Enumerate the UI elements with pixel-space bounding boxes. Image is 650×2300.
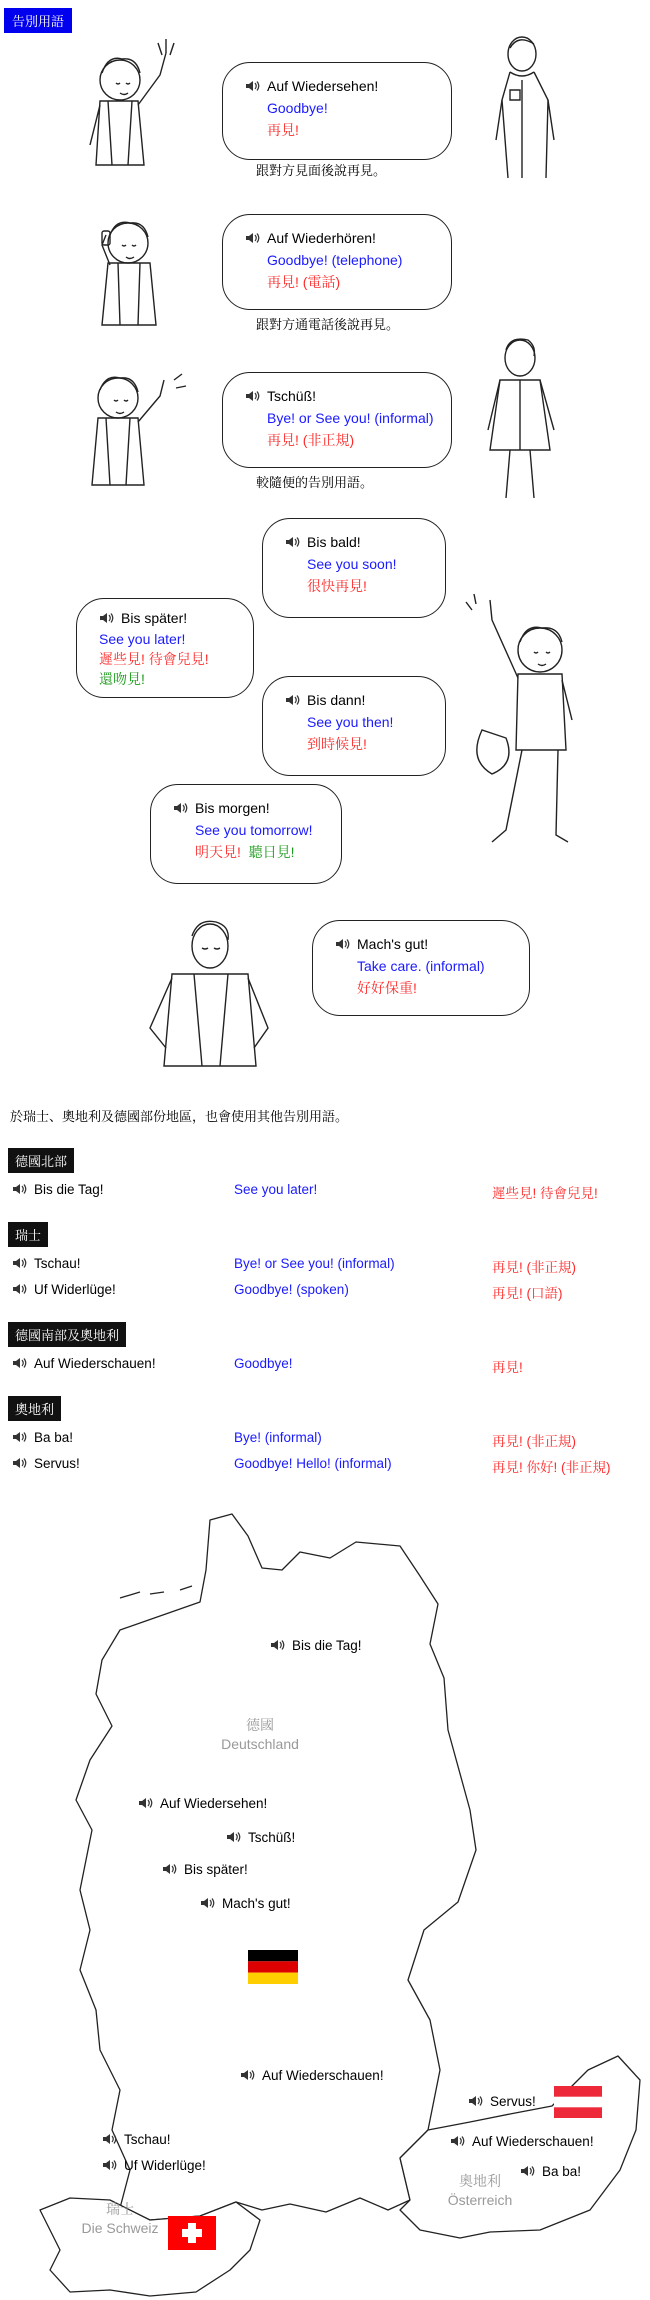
german-phrase: Auf Wiederschauen! [34, 1356, 156, 1371]
country-label-switzerland [60, 2200, 180, 2238]
map-phrase[interactable] [468, 2094, 536, 2109]
audio-auf-wiedersehen[interactable] [245, 75, 433, 97]
english-translation: See you later! [234, 1182, 318, 1197]
english-translation: Bye! (informal) [234, 1430, 322, 1445]
map-phrase[interactable] [138, 1796, 267, 1811]
chinese-translation: 明天見! [195, 844, 241, 860]
german-phrase: Bis die Tag! [34, 1182, 104, 1197]
region-heading: 奧地利 [8, 1396, 61, 1421]
chinese-translation: 遲些見! 待會兒見! [99, 651, 209, 667]
country-name-zh: 瑞士 [106, 2201, 134, 2217]
speech-bubble-2 [222, 214, 452, 310]
page-title: 告別用語 [4, 8, 72, 33]
man-jacket-figure [470, 330, 570, 500]
chinese-translation: 到時候見! [307, 736, 367, 752]
speech-bubble-1 [222, 62, 452, 160]
german-phrase: Bis dann! [307, 692, 366, 708]
german-phrase: Bis bald! [307, 534, 361, 550]
map-phrase[interactable] [240, 2068, 384, 2083]
speech-bubble-8 [312, 920, 530, 1016]
country-name-zh: 奧地利 [459, 2173, 501, 2189]
speaker-icon [99, 612, 115, 624]
german-phrase: Servus! [34, 1456, 80, 1471]
caption: 跟對方通電話後說再見。 [256, 317, 400, 332]
map-phrase-text: Servus! [490, 2094, 536, 2109]
map-phrase-text: Bis später! [184, 1862, 248, 1877]
table-row[interactable] [12, 1282, 632, 1304]
english-translation: Goodbye! [267, 100, 328, 116]
speaker-icon [12, 1257, 28, 1269]
country-label-austria [430, 2172, 530, 2210]
map-phrase-text: Tschüß! [248, 1830, 296, 1845]
audio-bis-morgen[interactable] [173, 797, 323, 819]
german-phrase: Tschüß! [267, 388, 317, 404]
chinese-translation: 遲些見! 待會兒見! [492, 1186, 598, 1201]
speaker-icon [200, 1897, 216, 1909]
map-phrase[interactable] [270, 1638, 362, 1653]
german-phrase: Bis später! [121, 610, 188, 626]
map-phrase[interactable] [450, 2134, 594, 2149]
speaker-icon [245, 232, 261, 244]
map-phrase-text: Ba ba! [542, 2164, 582, 2179]
map-phrase-text: Mach's gut! [222, 1896, 291, 1911]
map-phrase[interactable] [200, 1896, 291, 1911]
german-phrase: Mach's gut! [357, 936, 429, 952]
chinese-translation: 再見! 你好! (非正規) [492, 1460, 611, 1475]
audio-tschuss[interactable] [245, 385, 433, 407]
speaker-icon [285, 694, 301, 706]
map-phrase-text: Tschau! [124, 2132, 171, 2147]
austria-flag [554, 2086, 602, 2118]
chinese-translation: 再見! (口語) [492, 1286, 563, 1301]
chinese-translation: 再見! (非正規) [267, 432, 355, 448]
speech-bubble-6 [262, 676, 446, 776]
german-phrase: Tschau! [34, 1256, 81, 1271]
chinese-translation: 很快再見! [307, 578, 367, 594]
table-row[interactable] [12, 1182, 632, 1204]
map-phrase[interactable] [162, 1862, 248, 1877]
boy-waving-figure [78, 35, 188, 175]
man-figure [132, 908, 282, 1068]
speaker-icon [12, 1283, 28, 1295]
map-phrase-text: Auf Wiedersehen! [160, 1796, 268, 1811]
speech-bubble-5 [76, 598, 254, 698]
english-translation: Take care. (informal) [357, 958, 485, 974]
region-heading: 瑞士 [8, 1222, 48, 1247]
map-phrase[interactable] [102, 2132, 171, 2147]
speaker-icon [468, 2095, 484, 2107]
speaker-icon [520, 2165, 536, 2177]
table-row[interactable] [12, 1430, 632, 1452]
english-translation: Goodbye! [234, 1356, 293, 1371]
speech-bubble-3 [222, 372, 452, 468]
country-name-de: Die Schweiz [81, 2220, 159, 2236]
audio-bis-spater[interactable] [99, 607, 235, 629]
german-phrase: Uf Widerlüge! [34, 1282, 116, 1297]
english-translation: Bye! or See you! (informal) [267, 410, 434, 426]
english-translation: Goodbye! Hello! (informal) [234, 1456, 392, 1471]
german-phrase: Ba ba! [34, 1430, 74, 1445]
speech-bubble-4 [262, 518, 446, 618]
speaker-icon [12, 1431, 28, 1443]
german-phrase: Bis morgen! [195, 800, 270, 816]
man-figure [488, 30, 578, 180]
audio-bis-dann[interactable] [285, 689, 427, 711]
audio-bis-bald[interactable] [285, 531, 427, 553]
intro-text: 於瑞士、奧地利及德國部份地區，也會使用其他告別用語。 [10, 1109, 349, 1124]
cantonese-translation: 還吻見! [99, 671, 145, 687]
speaker-icon [102, 2133, 118, 2145]
audio-machs-gut[interactable] [335, 933, 511, 955]
chinese-translation: 再見! (電話) [267, 274, 341, 290]
english-translation: See you later! [99, 631, 186, 647]
caption: 跟對方見面後說再見。 [256, 163, 387, 178]
caption: 較隨便的告別用語。 [256, 475, 374, 490]
boy-walking-figure [462, 580, 592, 880]
chinese-translation: 再見! (非正規) [492, 1260, 576, 1275]
english-translation: Bye! or See you! (informal) [234, 1256, 395, 1271]
boy-waving-figure [78, 360, 198, 490]
germany-flag [248, 1950, 298, 1984]
region-heading: 德國北部 [8, 1148, 74, 1173]
english-translation: Goodbye! (telephone) [267, 252, 403, 268]
table-row[interactable] [12, 1256, 632, 1278]
country-label-germany [210, 1716, 310, 1754]
chinese-translation: 好好保重! [357, 980, 417, 996]
speaker-icon [173, 802, 189, 814]
switzerland-flag [168, 2216, 216, 2250]
map-phrase[interactable] [102, 2158, 206, 2173]
germany-outline [76, 1514, 476, 2220]
map-phrase-text: Uf Widerlüge! [124, 2158, 206, 2173]
chinese-translation: 再見! [267, 122, 299, 138]
speaker-icon [12, 1457, 28, 1469]
speaker-icon [450, 2135, 466, 2147]
country-name-zh: 德國 [246, 1717, 274, 1733]
speaker-icon [240, 2069, 256, 2081]
table-row[interactable] [12, 1356, 632, 1378]
map-outline [0, 1510, 650, 2300]
map-phrase-text: Auf Wiederschauen! [472, 2134, 594, 2149]
chinese-translation: 再見! (非正規) [492, 1434, 576, 1449]
speaker-icon [138, 1797, 154, 1809]
speaker-icon [285, 536, 301, 548]
german-phrase: Auf Wiedersehen! [267, 78, 379, 94]
speech-bubble-7 [150, 784, 342, 884]
speaker-icon [245, 80, 261, 92]
speaker-icon [162, 1863, 178, 1875]
cantonese-translation: 聽日見! [248, 844, 295, 860]
speaker-icon [226, 1831, 242, 1843]
english-translation: See you soon! [307, 556, 397, 572]
speaker-icon [245, 390, 261, 402]
boy-phone-figure [78, 205, 188, 335]
chinese-translation: 再見! [492, 1360, 523, 1375]
english-translation: See you then! [307, 714, 394, 730]
english-translation: Goodbye! (spoken) [234, 1282, 349, 1297]
map-phrase-text: Auf Wiederschauen! [262, 2068, 384, 2083]
speaker-icon [102, 2159, 118, 2171]
map-phrase-text: Bis die Tag! [292, 1638, 362, 1653]
audio-auf-wiederhoren[interactable] [245, 227, 433, 249]
country-name-de: Österreich [447, 2192, 513, 2208]
speaker-icon [335, 938, 351, 950]
speaker-icon [270, 1639, 286, 1651]
german-phrase: Auf Wiederhören! [267, 230, 376, 246]
map-phrase[interactable] [520, 2164, 581, 2179]
english-translation: See you tomorrow! [195, 822, 313, 838]
map-phrase[interactable] [226, 1830, 295, 1845]
table-row[interactable] [12, 1456, 632, 1478]
speaker-icon [12, 1183, 28, 1195]
country-name-de: Deutschland [221, 1736, 299, 1752]
speaker-icon [12, 1357, 28, 1369]
region-heading: 德國南部及奧地利 [8, 1322, 126, 1347]
